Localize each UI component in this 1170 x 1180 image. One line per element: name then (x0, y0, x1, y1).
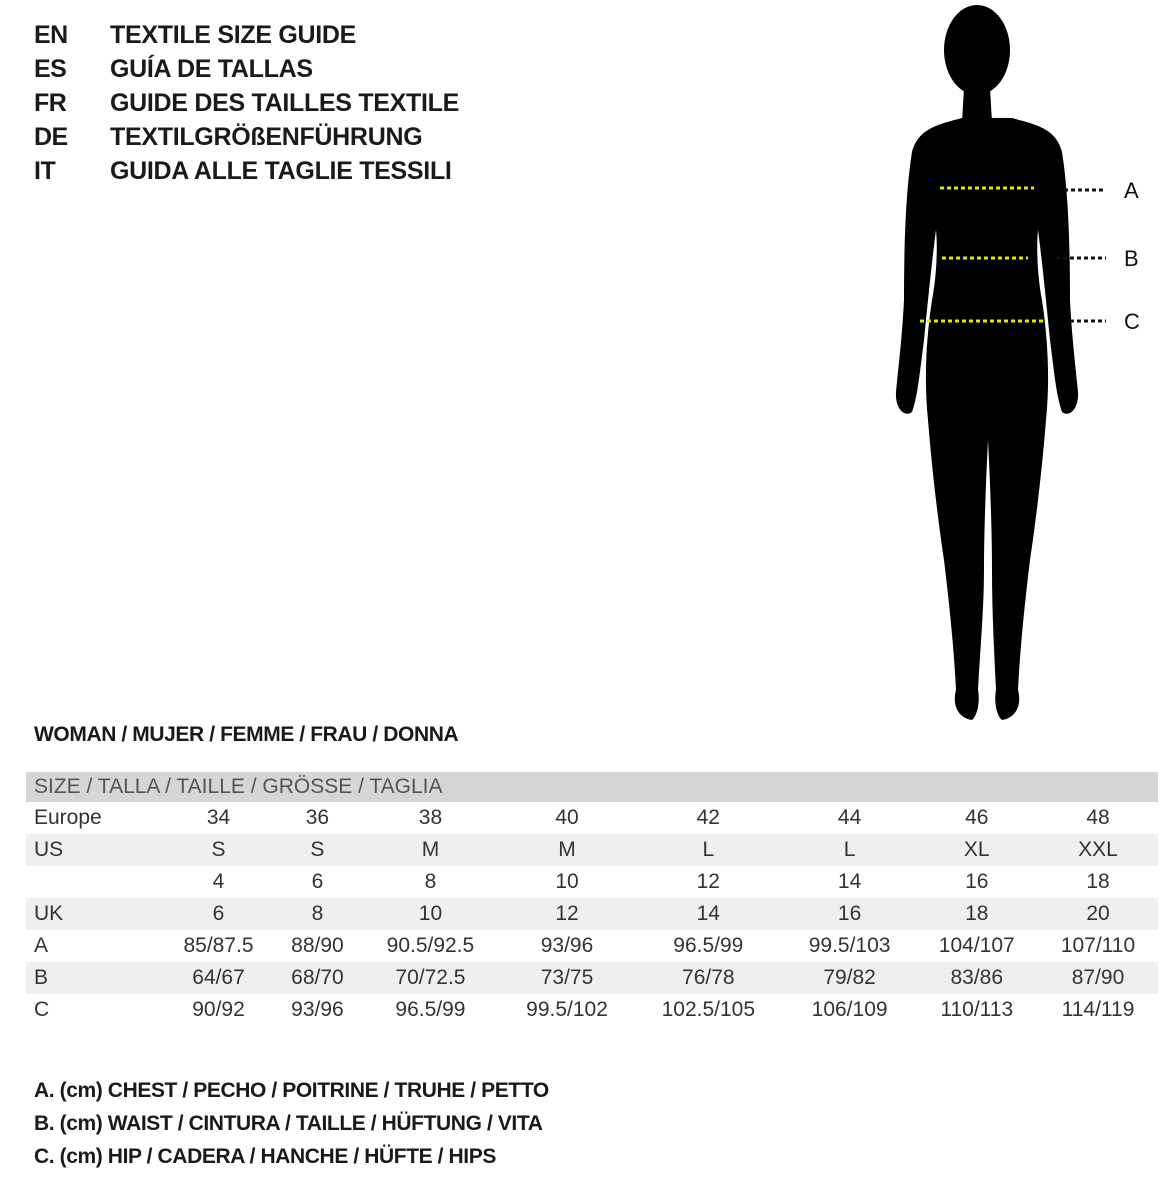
table-cell: 96.5/99 (673, 934, 744, 957)
table-cell: XXL (1038, 834, 1158, 866)
table-cell: 110/113 (940, 998, 1014, 1021)
table-cell: 14 (837, 870, 862, 893)
table-cell: 4 (212, 870, 225, 893)
title-row-de (34, 120, 459, 154)
table-cell: 114/119 (1061, 998, 1135, 1021)
table-row (26, 866, 1158, 898)
table-cell: 20 (1038, 898, 1158, 930)
table-cell: 48 (1086, 806, 1110, 829)
table-cell: 46 (965, 806, 989, 829)
language-code: FR (34, 88, 67, 117)
title-text: TEXTILGRÖßENFÜHRUNG (110, 122, 423, 151)
table-cell: 83/86 (916, 962, 1038, 994)
table-cell: 88/90 (291, 934, 344, 957)
table-header: SIZE / TALLA / TAILLE / GRÖSSE / TAGLIA (26, 772, 1158, 802)
table-cell: 14 (633, 898, 784, 930)
table-cell: 70/72.5 (360, 962, 501, 994)
row-label: US (26, 834, 162, 866)
table-cell: 40 (555, 806, 579, 829)
table-cell: 79/82 (784, 962, 916, 994)
title-text: GUIDA ALLE TAGLIE TESSILI (110, 156, 452, 185)
size-table (26, 772, 1158, 1026)
table-cell: 8 (424, 870, 437, 893)
table-cell: M (360, 834, 501, 866)
title-row-it (34, 154, 459, 188)
table-row (26, 898, 1158, 930)
table-cell: 93/96 (291, 998, 344, 1021)
row-label: B (26, 962, 162, 994)
table-cell: 90/92 (192, 998, 245, 1021)
table-cell: 12 (501, 898, 633, 930)
table-cell: 76/78 (633, 962, 784, 994)
table-cell: 34 (206, 806, 231, 829)
legend-item-c: C. (cm) HIP / CADERA / HANCHE / HÜFTE / HIPS (34, 1145, 496, 1168)
row-label: UK (26, 898, 162, 930)
table-row (26, 834, 1158, 866)
woman-silhouette-icon (896, 5, 1078, 720)
table-row (26, 930, 1158, 962)
table-cell: 6 (162, 898, 275, 930)
legend-item-b: B. (cm) WAIST / CINTURA / TAILLE / HÜFTUNG / VITA (34, 1112, 543, 1135)
row-label: C (34, 998, 50, 1021)
table-cell: 10 (555, 870, 579, 893)
table-cell: S (275, 834, 360, 866)
marker-b-label: B (1124, 246, 1139, 271)
section-label: WOMAN / MUJER / FEMME / FRAU / DONNA (34, 723, 459, 746)
language-code: EN (34, 20, 68, 49)
language-code: IT (34, 156, 56, 185)
table-cell: 64/67 (162, 962, 275, 994)
table-cell: 12 (696, 870, 720, 893)
table-cell: 36 (305, 806, 330, 829)
table-cell: 16 (965, 870, 989, 893)
table-cell: L (633, 834, 784, 866)
table-cell: 16 (784, 898, 916, 930)
marker-c-label: C (1124, 309, 1140, 334)
language-code: ES (34, 54, 67, 83)
table-cell: 99.5/103 (808, 934, 891, 957)
row-label (26, 866, 162, 898)
legend-item-a: A. (cm) CHEST / PECHO / POITRINE / TRUHE / PETTO (34, 1079, 549, 1102)
title-row-en (34, 18, 459, 52)
table-cell: 87/90 (1038, 962, 1158, 994)
table-cell: 6 (311, 870, 324, 893)
table-cell: 99.5/102 (526, 998, 608, 1021)
row-label: Europe (34, 806, 102, 829)
table-cell: 44 (837, 806, 862, 829)
table-row (26, 962, 1158, 994)
title-text: GUÍA DE TALLAS (110, 54, 313, 83)
title-list (34, 18, 459, 188)
table-cell: 93/96 (540, 934, 594, 957)
title-row-es (34, 52, 459, 86)
table-cell: 10 (360, 898, 501, 930)
table-cell: L (784, 834, 916, 866)
table-cell: 42 (696, 806, 720, 829)
table-cell: 38 (418, 806, 443, 829)
title-text: GUIDE DES TAILLES TEXTILE (110, 88, 460, 117)
table-cell: 18 (1086, 870, 1110, 893)
marker-a-label: A (1124, 178, 1139, 203)
table-cell: 102.5/105 (661, 998, 756, 1021)
table-cell: 73/75 (501, 962, 633, 994)
language-code: DE (34, 122, 68, 151)
table-cell: XL (916, 834, 1038, 866)
table-cell: S (162, 834, 275, 866)
table-row (26, 994, 1158, 1026)
body-silhouette-figure (880, 0, 1170, 730)
table-cell: 107/110 (1060, 934, 1136, 957)
table-cell: 68/70 (275, 962, 360, 994)
table-cell: 104/107 (938, 934, 1015, 957)
table-cell: 106/109 (811, 998, 888, 1021)
table-header-row (26, 772, 1158, 802)
table-row (26, 802, 1158, 834)
table-cell: 8 (275, 898, 360, 930)
table-cell: 90.5/92.5 (386, 934, 475, 957)
title-row-fr (34, 86, 459, 120)
table-cell: 18 (916, 898, 1038, 930)
table-cell: 96.5/99 (395, 998, 466, 1021)
row-label: A (34, 934, 49, 957)
measurement-legend (34, 1074, 549, 1173)
table-cell: M (501, 834, 633, 866)
table-cell: 85/87.5 (183, 934, 254, 957)
title-text: TEXTILE SIZE GUIDE (110, 20, 357, 49)
